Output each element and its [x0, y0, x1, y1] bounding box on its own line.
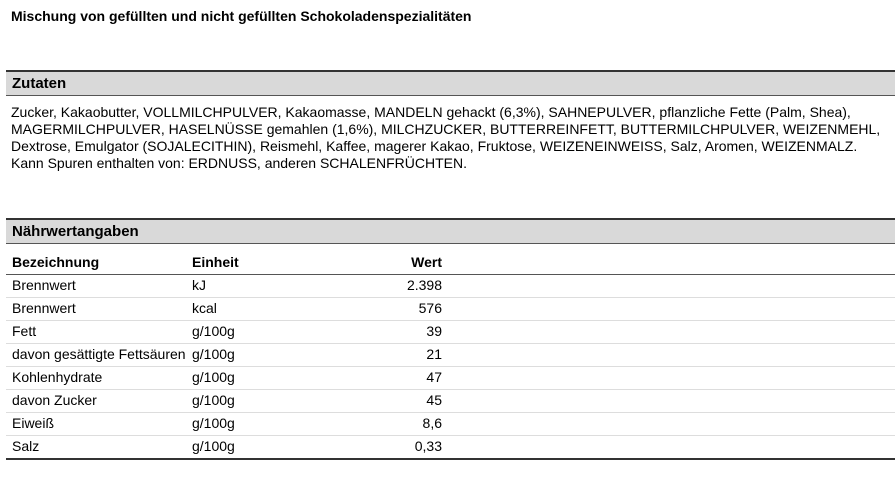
- row-value: 45: [347, 390, 442, 413]
- table-row: [6, 436, 895, 460]
- naehrwert-section-header: [6, 218, 895, 244]
- row-value: 8,6: [347, 413, 442, 436]
- ingredients-block: [11, 104, 891, 172]
- zutaten-section-header: [6, 70, 895, 96]
- row-unit: g/100g: [186, 413, 347, 436]
- row-spacer: [442, 436, 895, 460]
- table-row: [6, 298, 895, 321]
- row-unit: g/100g: [186, 436, 347, 460]
- row-name: Brennwert: [6, 275, 186, 298]
- row-unit: kcal: [186, 298, 347, 321]
- table-row: [6, 413, 895, 436]
- row-value: 47: [347, 367, 442, 390]
- row-unit: g/100g: [186, 367, 347, 390]
- row-value: 2.398: [347, 275, 442, 298]
- zutaten-heading: Zutaten: [12, 75, 67, 92]
- row-value: 0,33: [347, 436, 442, 460]
- row-spacer: [442, 298, 895, 321]
- row-spacer: [442, 367, 895, 390]
- row-spacer: [442, 275, 895, 298]
- naehrwert-heading: Nährwertangaben: [12, 223, 139, 240]
- nutrition-table: [6, 250, 895, 460]
- column-spacer: [442, 250, 895, 275]
- table-row: [6, 275, 895, 298]
- row-name: davon Zucker: [6, 390, 186, 413]
- table-row: [6, 321, 895, 344]
- row-name: Eiweiß: [6, 413, 186, 436]
- row-unit: g/100g: [186, 390, 347, 413]
- ingredients-list: Zucker, Kakaobutter, VOLLMILCHPULVER, Kakaomasse, MANDELN gehackt (6,3%), SAHNEPULVER, pflanzliche Fette (Palm, Shea), MAGERMILCHPULVER, HASELNÜSSE gemahlen (1,6%), MILCHZUCKER, BUTTERREINFETT, BUTTERMILCHPULVER, WEIZENMEHL, Dextrose, Emulgator (SOJALECITHIN), Reismehl, Kaffee, magerer Kakao, Fruktose, WEIZENEINWEISS, Salz, Aromen, WEIZENMALZ.: [11, 104, 881, 154]
- row-name: Brennwert: [6, 298, 186, 321]
- table-row: [6, 390, 895, 413]
- table-row: [6, 367, 895, 390]
- row-spacer: [442, 321, 895, 344]
- row-spacer: [442, 344, 895, 367]
- row-name: Salz: [6, 436, 186, 460]
- row-spacer: [442, 390, 895, 413]
- row-spacer: [442, 413, 895, 436]
- column-header-wert: Wert: [347, 250, 442, 275]
- product-title: Mischung von gefüllten und nicht gefüllten Schokoladenspezialitäten: [11, 8, 472, 24]
- row-value: 39: [347, 321, 442, 344]
- column-header-einheit: Einheit: [186, 250, 347, 275]
- row-value: 21: [347, 344, 442, 367]
- column-header-bezeichnung: Bezeichnung: [6, 250, 186, 275]
- table-row: [6, 344, 895, 367]
- row-name: Fett: [6, 321, 186, 344]
- row-unit: g/100g: [186, 321, 347, 344]
- row-name: Kohlenhydrate: [6, 367, 186, 390]
- allergen-note: Kann Spuren enthalten von: ERDNUSS, anderen SCHALENFRÜCHTEN.: [11, 155, 467, 171]
- row-unit: kJ: [186, 275, 347, 298]
- row-name: davon gesättigte Fettsäuren: [6, 344, 186, 367]
- row-unit: g/100g: [186, 344, 347, 367]
- nutrition-header-row: [6, 250, 895, 275]
- row-value: 576: [347, 298, 442, 321]
